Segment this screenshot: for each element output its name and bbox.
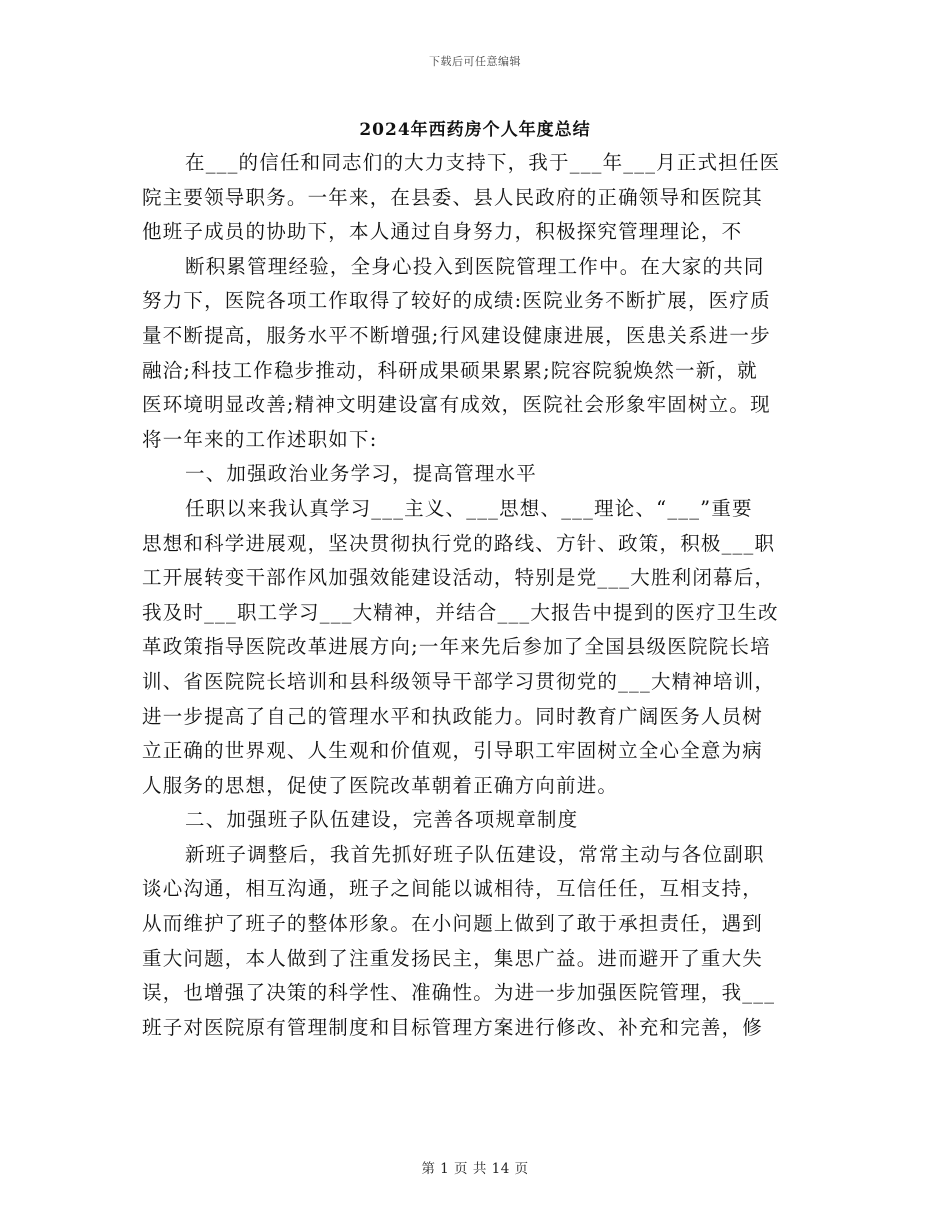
paragraph-line: 医环境明显改善;精神文明建设富有成效，医院社会形象牢固树立。现 <box>142 393 771 417</box>
paragraph-line: 努力下，医院各项工作取得了较好的成绩:医院业务不断扩展，医疗质 <box>142 289 771 313</box>
document-body <box>142 146 808 1045</box>
paragraph-line: 误，也增强了决策的科学性、准确性。为进一步加强医院管理，我___ <box>142 981 776 1005</box>
paragraph-line: 从而维护了班子的整体形象。在小问题上做到了敢于承担责任，遇到 <box>142 912 764 936</box>
paragraph-line: 将一年来的工作述职如下: <box>142 427 378 451</box>
section-heading: 二、加强班子队伍建设，完善各项规章制度 <box>185 808 579 832</box>
paragraph-line: 融洽;科技工作稳步推动，科研成果硕果累累;院容院貌焕然一新，就 <box>142 358 758 382</box>
paragraph-line: 革政策指导医院改革进展方向;一年来先后参加了全国县级医院院长培 <box>142 635 771 659</box>
paragraph-line: 训、省医院院长培训和县科级领导干部学习贯彻党的___大精神培训， <box>142 669 776 693</box>
paragraph-line: 班子对医院原有管理制度和目标管理方案进行修改、补充和完善，修 <box>142 1015 764 1039</box>
paragraph-line: 我及时___职工学习___大精神，并结合___大报告中提到的医疗卫生改 <box>142 600 779 624</box>
paragraph-line: 断积累管理经验，全身心投入到医院管理工作中。在大家的共同 <box>185 254 765 278</box>
paragraph-line: 任职以来我认真学习___主义、___思想、___理论、“___”重要 <box>185 496 753 520</box>
paragraph-line: 在___的信任和同志们的大力支持下，我于___年___月正式担任医 <box>185 151 781 174</box>
paragraph-line: 人服务的思想，促使了医院改革朝着正确方向前进。 <box>142 773 619 797</box>
paragraph-line: 院主要领导职务。一年来，在县委、县人民政府的正确领导和医院其 <box>142 185 764 209</box>
paragraph-line: 量不断提高，服务水平不断增强;行风建设健康进展，医患关系进一步 <box>142 323 771 347</box>
page-number: 第 1 页 共 14 页 <box>421 1161 529 1177</box>
paragraph-line: 谈心沟通，相互沟通，班子之间能以诚相待，互信任任，互相支持， <box>142 877 764 901</box>
page-header-note: 下载后可任意编辑 <box>429 55 521 68</box>
paragraph-line: 进一步提高了自己的管理水平和执政能力。同时教育广阔医务人员树 <box>142 704 764 728</box>
paragraph-line: 重大问题，本人做到了注重发扬民主，集思广益。进而避开了重大失 <box>142 946 764 970</box>
paragraph-line: 思想和科学进展观，坚决贯彻执行党的路线、方针、政策，积极___职 <box>142 531 776 555</box>
paragraph-line: 他班子成员的协助下，本人通过自身努力，积极探究管理理论，不 <box>142 220 743 244</box>
paragraph-line: 工开展转变干部作风加强效能建设活动，特别是党___大胜利闭幕后， <box>142 566 776 590</box>
paragraph-line: 立正确的世界观、人生观和价值观，引导职工牢固树立全心全意为病 <box>142 739 764 763</box>
section-heading: 一、加强政治业务学习，提高管理水平 <box>185 462 537 486</box>
document-title: 2024年西药房个人年度总结 <box>359 120 591 140</box>
paragraph-line: 新班子调整后，我首先抓好班子队伍建设，常常主动与各位副职 <box>185 842 765 866</box>
